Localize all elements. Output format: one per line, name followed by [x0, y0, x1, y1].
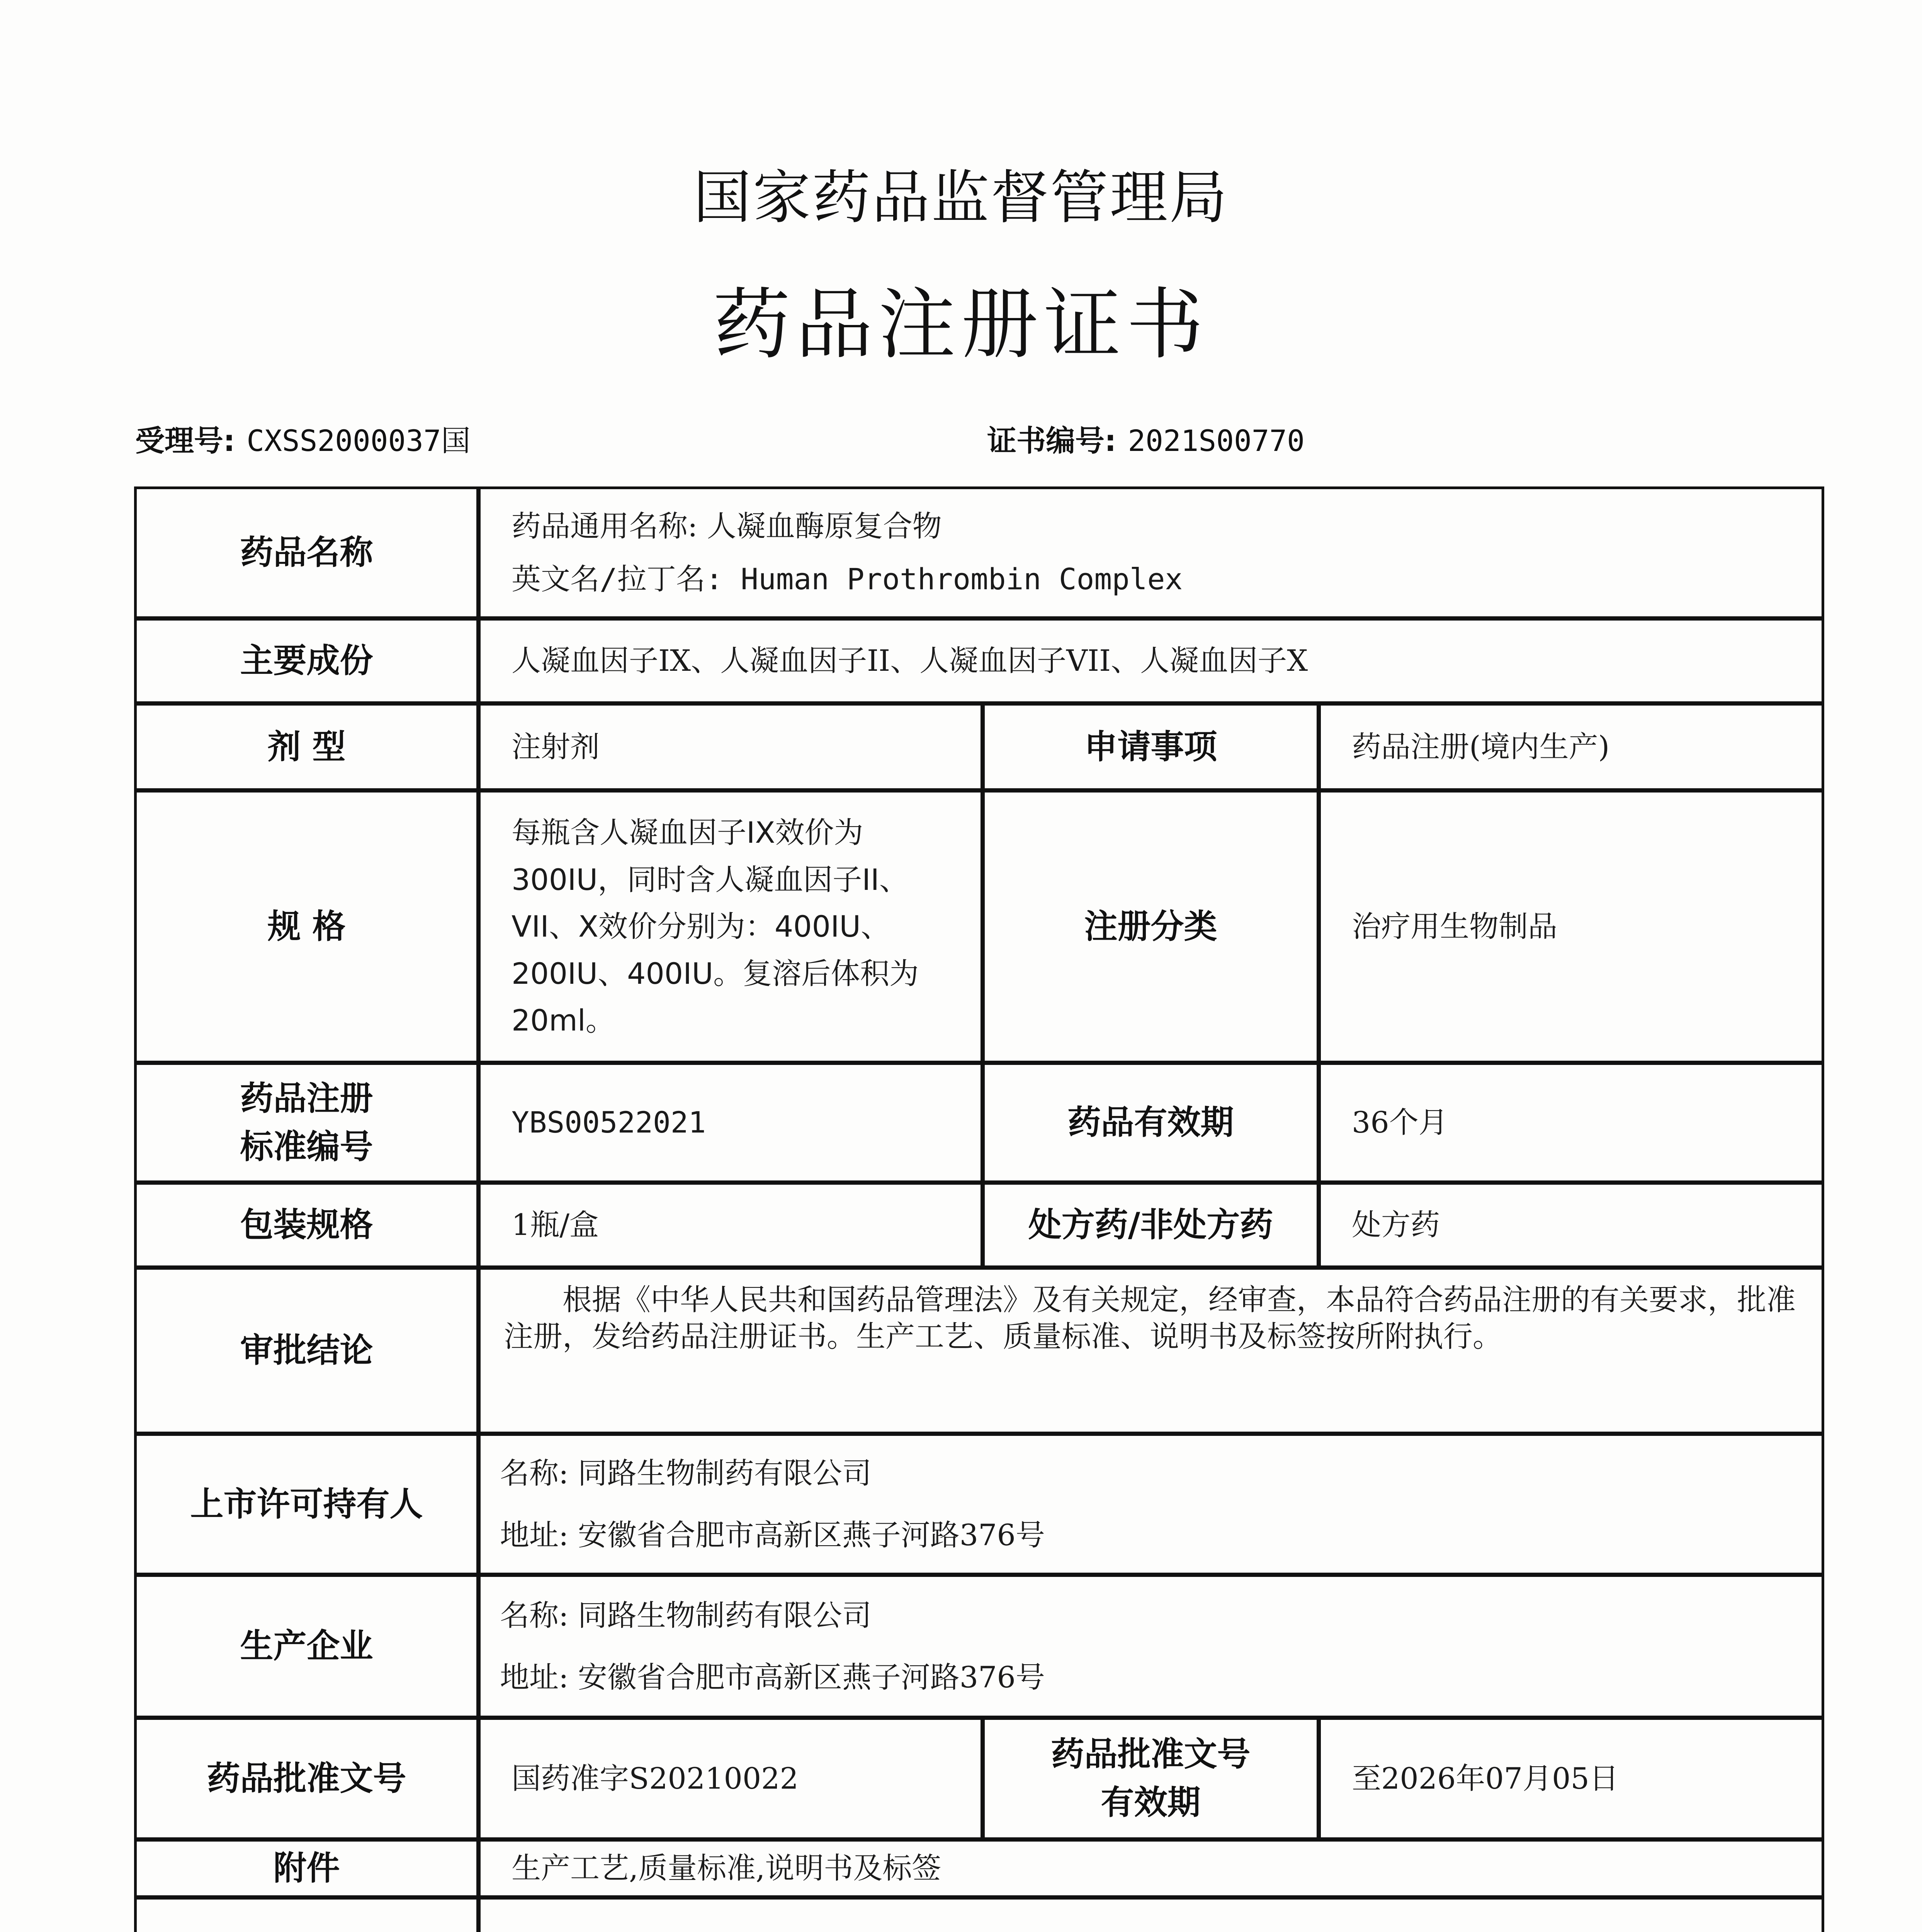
acceptance-number-value: CXSS2000037国 [246, 423, 471, 458]
certificate-number-label: 证书编号: [987, 423, 1116, 458]
acceptance-number [135, 417, 471, 459]
approval-number-text: 国药准字S20210022 [512, 1761, 799, 1796]
main-recipient-label [134, 1897, 479, 1932]
packaging-label: 包装规格 [134, 1182, 479, 1268]
dosage-form-value [478, 703, 983, 791]
specification-line: 200IU、400IU。复溶后体积为 [512, 956, 919, 991]
mah-name: 名称: 同路生物制药有限公司 [500, 1456, 872, 1491]
specification-line: 300IU，同时含人凝血因子II、 [512, 862, 909, 897]
rx-status-text: 处方药 [1352, 1208, 1440, 1242]
manufacturer-value [478, 1574, 1824, 1718]
document-title: 药品注册证书 [713, 280, 1209, 370]
main-ingredients-value [478, 618, 1824, 704]
dosage-form-text: 注射剂 [512, 729, 600, 764]
validity-label: 药品有效期 [982, 1062, 1319, 1183]
mah-address: 地址: 安徽省合肥市高新区燕子河路376号 [500, 1518, 1045, 1552]
registration-category-value [1318, 790, 1824, 1063]
rx-status-label: 处方药/非处方药 [982, 1182, 1319, 1268]
main-ingredients-label: 主要成份 [134, 618, 479, 704]
conclusion-value [478, 1267, 1824, 1434]
standard-number-label-line1: 药品注册 [240, 1079, 373, 1118]
specification-label: 规 格 [134, 790, 479, 1063]
main-recipient-value [478, 1897, 1824, 1932]
dosage-form-label: 剂 型 [134, 703, 479, 791]
standard-number-label [134, 1062, 479, 1183]
specification-line: VII、X效价分别为：400IU、 [512, 909, 890, 944]
specification-line: 20ml。 [512, 1003, 615, 1038]
certificate-table [135, 488, 1824, 1932]
certificate-number-value: 2021S00770 [1128, 423, 1305, 458]
issuer-title: 国家药品监督管理局 [693, 164, 1229, 231]
standard-number-value [478, 1062, 983, 1183]
specification-line: 每瓶含人凝血因子IX效价为 [512, 815, 863, 850]
validity-value [1318, 1062, 1824, 1183]
main-ingredients-text: 人凝血因子IX、人凝血因子II、人凝血因子VII、人凝血因子X [512, 643, 1308, 678]
approval-number-label: 药品批准文号 [134, 1717, 479, 1840]
approval-validity-value [1318, 1717, 1824, 1840]
approval-number-value [478, 1717, 983, 1840]
approval-validity-label [982, 1717, 1319, 1840]
approval-validity-label-line1: 药品批准文号 [1051, 1735, 1251, 1774]
registration-category-text: 治疗用生物制品 [1352, 909, 1557, 944]
attachments-text: 生产工艺,质量标准,说明书及标签 [512, 1851, 941, 1886]
application-item-value [1318, 703, 1824, 791]
conclusion-label: 审批结论 [134, 1267, 479, 1434]
packaging-value [478, 1182, 983, 1268]
attachments-label: 附件 [134, 1839, 479, 1898]
attachments-value [478, 1839, 1824, 1898]
conclusion-text: 根据《中华人民共和国药品管理法》及有关规定，经审查，本品符合药品注册的有关要求，批准注册，发给药品注册证书。生产工艺、质量标准、说明书及标签按所附执行。 [504, 1282, 1796, 1354]
rx-status-value [1318, 1182, 1824, 1268]
manufacturer-name: 名称: 同路生物制药有限公司 [500, 1598, 872, 1633]
approval-validity-text: 至2026年07月05日 [1352, 1761, 1619, 1796]
english-name: 英文名/拉丁名: Human Prothrombin Complex [512, 561, 1183, 596]
drug-name-value [478, 486, 1824, 619]
mah-label: 上市许可持有人 [134, 1433, 479, 1575]
mah-value [478, 1433, 1824, 1575]
certificate-number [987, 417, 1305, 459]
standard-number-label-line2: 标准编号 [240, 1127, 373, 1166]
registration-category-label: 注册分类 [982, 790, 1319, 1063]
drug-name-label: 药品名称 [134, 486, 479, 619]
application-item-label: 申请事项 [982, 703, 1319, 791]
manufacturer-label: 生产企业 [134, 1574, 479, 1718]
specification-value [478, 790, 983, 1063]
packaging-text: 1瓶/盒 [512, 1208, 599, 1242]
validity-text: 36个月 [1352, 1105, 1448, 1140]
generic-name: 药品通用名称: 人凝血酶原复合物 [512, 509, 942, 543]
manufacturer-address: 地址: 安徽省合肥市高新区燕子河路376号 [500, 1660, 1045, 1694]
approval-validity-label-line2: 有效期 [1101, 1783, 1201, 1822]
application-item-text: 药品注册(境内生产) [1352, 729, 1610, 764]
acceptance-number-label: 受理号: [135, 423, 235, 458]
standard-number-text: YBS00522021 [512, 1105, 706, 1140]
